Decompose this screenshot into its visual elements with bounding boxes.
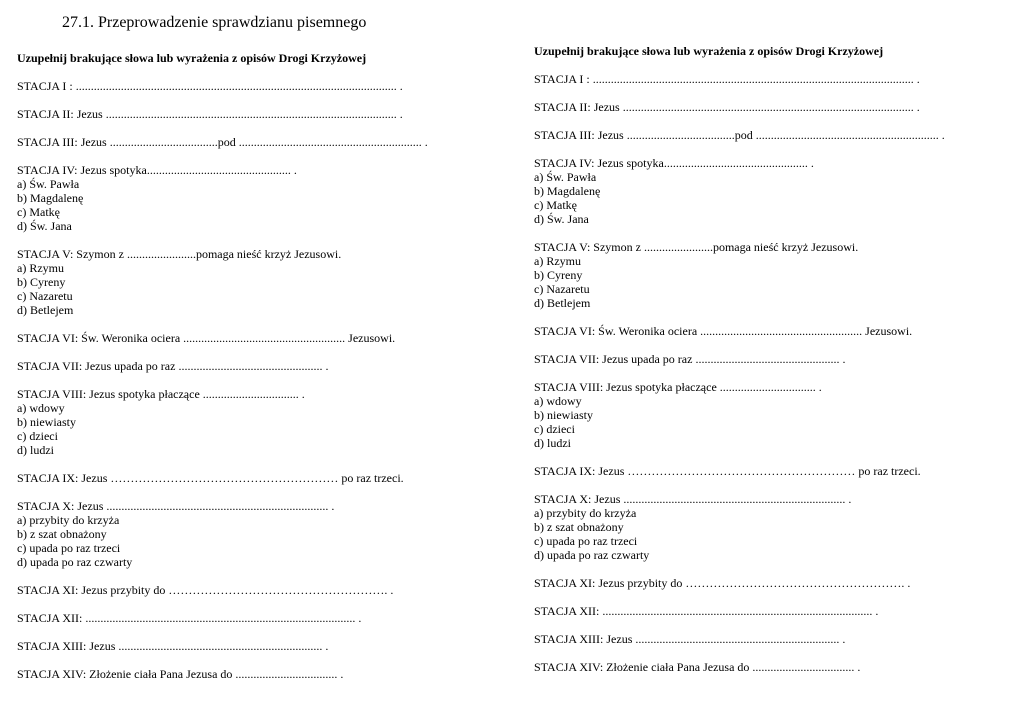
worksheet-left-column: [17, 51, 487, 681]
station-question: STACJA X: Jezus .......................................................................... .: [534, 492, 852, 506]
station-question: STACJA III: Jezus ....................................pod ............................................................. .: [534, 128, 945, 142]
station-question: STACJA X: Jezus .......................................................................... .: [17, 499, 335, 513]
station-item: [534, 352, 1004, 366]
station-question: STACJA XIII: Jezus .................................................................... .: [534, 632, 846, 646]
answer-option: d) Betlejem: [534, 296, 591, 310]
station-question: STACJA I : ........................................................................................................... .: [534, 72, 920, 86]
answer-option: b) z szat obnażony: [534, 520, 624, 534]
answer-option: c) dzieci: [17, 429, 58, 443]
station-question: STACJA XIV: Złożenie ciała Pana Jezusa do .................................. .: [17, 667, 344, 681]
station-item: [17, 163, 487, 233]
answer-option: a) przybity do krzyża: [534, 506, 637, 520]
station-item: [17, 135, 487, 149]
station-question: STACJA VIII: Jezus spotyka płaczące ................................ .: [534, 380, 822, 394]
station-question: STACJA VIII: Jezus spotyka płaczące ................................ .: [17, 387, 305, 401]
station-item: [17, 639, 487, 653]
station-item: [534, 240, 1004, 310]
station-question: STACJA XII: .......................................................................................... .: [534, 604, 879, 618]
answer-option: c) upada po raz trzeci: [534, 534, 638, 548]
station-item: [534, 660, 1004, 674]
station-item: [17, 499, 487, 569]
station-item: [17, 583, 487, 597]
page-title: 27.1. Przeprowadzenie sprawdzianu pisemnego: [62, 14, 367, 31]
station-list: [17, 79, 487, 681]
station-item: [17, 247, 487, 317]
instruction-heading: Uzupełnij brakujące słowa lub wyrażenia z opisów Drogi Krzyżowej: [17, 51, 367, 65]
answer-option: c) upada po raz trzeci: [17, 541, 121, 555]
station-item: [17, 331, 487, 345]
answer-option: c) dzieci: [534, 422, 575, 436]
station-list: [534, 72, 1004, 674]
station-item: [534, 632, 1004, 646]
station-question: STACJA V: Szymon z .......................pomaga nieść krzyż Jezusowi.: [534, 240, 859, 254]
station-question: STACJA II: Jezus ................................................................................................. .: [534, 100, 920, 114]
answer-option: c) Nazaretu: [17, 289, 73, 303]
station-item: [534, 604, 1004, 618]
answer-option: a) wdowy: [17, 401, 65, 415]
station-item: [534, 100, 1004, 114]
station-question: STACJA IX: Jezus ………………………………………………… po raz trzeci.: [17, 471, 404, 485]
station-item: [534, 128, 1004, 142]
station-item: [17, 611, 487, 625]
station-item: [534, 72, 1004, 86]
station-item: [17, 387, 487, 457]
answer-option: c) Nazaretu: [534, 282, 590, 296]
station-question: STACJA IX: Jezus ………………………………………………… po raz trzeci.: [534, 464, 921, 478]
answer-option: b) Cyreny: [534, 268, 583, 282]
answer-option: d) Św. Jana: [534, 212, 589, 226]
answer-option: d) Św. Jana: [17, 219, 72, 233]
station-item: [17, 359, 487, 373]
answer-option: a) przybity do krzyża: [17, 513, 120, 527]
station-question: STACJA VII: Jezus upada po raz ................................................ .: [17, 359, 329, 373]
answer-option: d) ludzi: [17, 443, 54, 457]
instruction-heading: Uzupełnij brakujące słowa lub wyrażenia z opisów Drogi Krzyżowej: [534, 44, 884, 58]
answer-option: d) ludzi: [534, 436, 571, 450]
station-question: STACJA XII: .......................................................................................... .: [17, 611, 362, 625]
station-item: [17, 107, 487, 121]
answer-option: b) z szat obnażony: [17, 527, 107, 541]
answer-option: a) Św. Pawła: [17, 177, 80, 191]
answer-option: b) Magdalenę: [534, 184, 601, 198]
station-question: STACJA I : ........................................................................................................... .: [17, 79, 403, 93]
station-question: STACJA VII: Jezus upada po raz ................................................ .: [534, 352, 846, 366]
answer-option: b) Cyreny: [17, 275, 66, 289]
answer-option: d) upada po raz czwarty: [534, 548, 650, 562]
station-question: STACJA II: Jezus ................................................................................................. .: [17, 107, 403, 121]
answer-option: c) Matkę: [17, 205, 60, 219]
answer-option: a) Rzymu: [17, 261, 64, 275]
station-item: [534, 156, 1004, 226]
station-question: STACJA IV: Jezus spotyka................................................ .: [534, 156, 814, 170]
station-item: [534, 576, 1004, 590]
answer-option: d) Betlejem: [17, 303, 74, 317]
answer-option: d) upada po raz czwarty: [17, 555, 133, 569]
station-item: [534, 492, 1004, 562]
station-item: [534, 324, 1004, 338]
station-item: [534, 464, 1004, 478]
answer-option: b) niewiasty: [17, 415, 76, 429]
answer-option: c) Matkę: [534, 198, 577, 212]
station-item: [534, 380, 1004, 450]
station-question: STACJA XI: Jezus przybity do ………………………………………………. .: [534, 576, 911, 590]
station-question: STACJA XIII: Jezus .................................................................... .: [17, 639, 329, 653]
answer-option: a) wdowy: [534, 394, 582, 408]
station-question: STACJA XIV: Złożenie ciała Pana Jezusa do .................................. .: [534, 660, 861, 674]
station-question: STACJA XI: Jezus przybity do ………………………………………………. .: [17, 583, 394, 597]
answer-option: b) Magdalenę: [17, 191, 84, 205]
station-question: STACJA VI: Św. Weronika ociera ...................................................... Jezusowi.: [534, 324, 913, 338]
answer-option: a) Rzymu: [534, 254, 581, 268]
station-item: [17, 79, 487, 93]
station-question: STACJA VI: Św. Weronika ociera ...................................................... Jezusowi.: [17, 331, 396, 345]
answer-option: b) niewiasty: [534, 408, 593, 422]
worksheet-right-column: [534, 44, 1004, 674]
station-item: [17, 667, 487, 681]
station-question: STACJA V: Szymon z .......................pomaga nieść krzyż Jezusowi.: [17, 247, 342, 261]
answer-option: a) Św. Pawła: [534, 170, 597, 184]
station-question: STACJA IV: Jezus spotyka................................................ .: [17, 163, 297, 177]
station-item: [17, 471, 487, 485]
station-question: STACJA III: Jezus ....................................pod ............................................................. .: [17, 135, 428, 149]
